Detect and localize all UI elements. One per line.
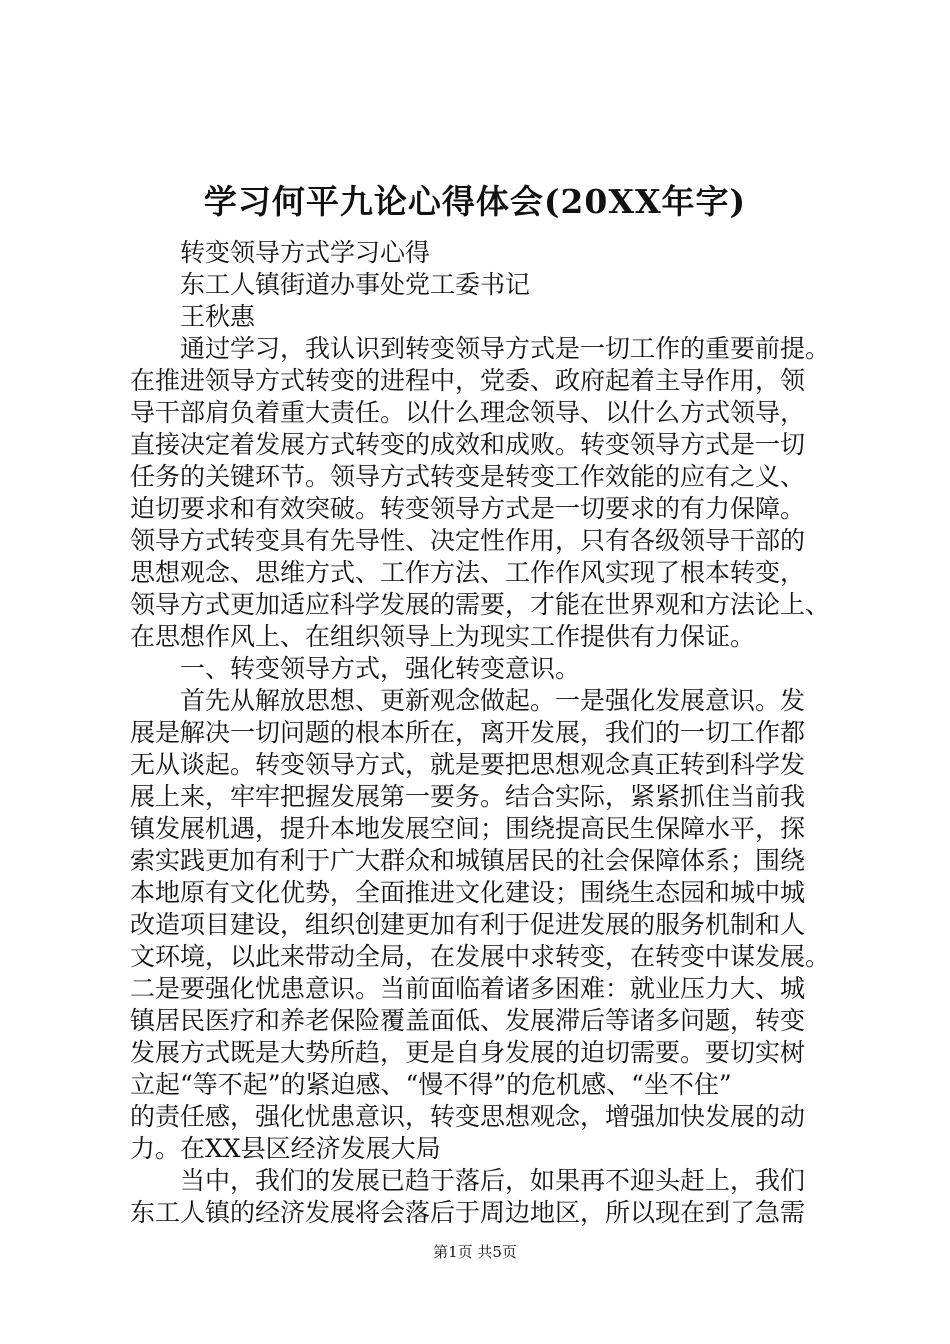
- body-line: 迫切要求和有效突破。转变领导方式是一切要求的有力保障。: [130, 494, 806, 523]
- body-line: 镇居民医疗和养老保险覆盖面低、发展滞后等诸多问题，转变: [130, 1006, 806, 1035]
- body-line: 在推进领导方式转变的进程中，党委、政府起着主导作用，领: [130, 366, 806, 395]
- body-line: 当中，我们的发展已趋于落后，如果再不迎头赶上，我们: [180, 1166, 806, 1195]
- body-line: 力。在XX县区经济发展大局: [130, 1134, 441, 1163]
- body-line: 索实践更加有利于广大群众和城镇居民的社会保障体系；围绕: [130, 846, 806, 875]
- body-line: 发展方式既是大势所趋，更是自身发展的迫切需要。要切实树: [130, 1038, 806, 1067]
- body-line: 首先从解放思想、更新观念做起。一是强化发展意识。发: [180, 686, 806, 715]
- body-line: 展上来，牢牢把握发展第一要务。结合实际，紧紧抓住当前我: [130, 782, 806, 811]
- body-line: 立起“等不起”的紧迫感、“慢不得”的危机感、“坐不住”: [130, 1070, 732, 1099]
- subtitle-line: 转变领导方式学习心得: [180, 238, 431, 267]
- body-line: 在思想作风上、在组织领导上为现实工作提供有力保证。: [130, 622, 756, 651]
- body-line: 领导方式转变具有先导性、决定性作用，只有各级领导干部的: [130, 526, 806, 555]
- body-line: 直接决定着发展方式转变的成效和成败。转变领导方式是一切: [130, 430, 806, 459]
- body-line: 改造项目建设，组织创建更加有利于促进发展的服务机制和人: [130, 910, 806, 939]
- page-number-footer: 第1页 共5页: [433, 1243, 517, 1261]
- author-affiliation: 东工人镇街道办事处党工委书记: [180, 270, 531, 299]
- body-line: 任务的关键环节。领导方式转变是转变工作效能的应有之义、: [130, 462, 806, 491]
- body-line: 本地原有文化优势，全面推进文化建设；围绕生态园和城中城: [130, 878, 806, 907]
- document-title: 学习何平九论心得体会(20XX年字): [203, 182, 747, 221]
- body-line: 通过学习，我认识到转变领导方式是一切工作的重要前提。: [180, 334, 831, 363]
- body-line: 镇发展机遇，提升本地发展空间；围绕提高民生保障水平，探: [130, 814, 806, 843]
- body-line: 思想观念、思维方式、工作方法、工作作风实现了根本转变，: [130, 558, 806, 587]
- body-line: 展是解决一切问题的根本所在，离开发展，我们的一切工作都: [130, 718, 806, 747]
- section-heading: 一、转变领导方式，强化转变意识。: [180, 654, 581, 683]
- body-line: 导干部肩负着重大责任。以什么理念领导、以什么方式领导，: [130, 398, 806, 427]
- body-line: 东工人镇的经济发展将会落后于周边地区，所以现在到了急需: [130, 1198, 806, 1227]
- body-line: 二是要强化忧患意识。当前面临着诸多困难：就业压力大、城: [130, 974, 806, 1003]
- author-name: 王秋惠: [180, 302, 256, 331]
- body-line: 文环境，以此来带动全局，在发展中求转变，在转变中谋发展。: [130, 942, 831, 971]
- body-line: 领导方式更加适应科学发展的需要，才能在世界观和方法论上、: [130, 590, 831, 619]
- body-line: 无从谈起。转变领导方式，就是要把思想观念真正转到科学发: [130, 750, 806, 779]
- body-line: 的责任感，强化忧患意识，转变思想观念，增强加快发展的动: [130, 1102, 806, 1131]
